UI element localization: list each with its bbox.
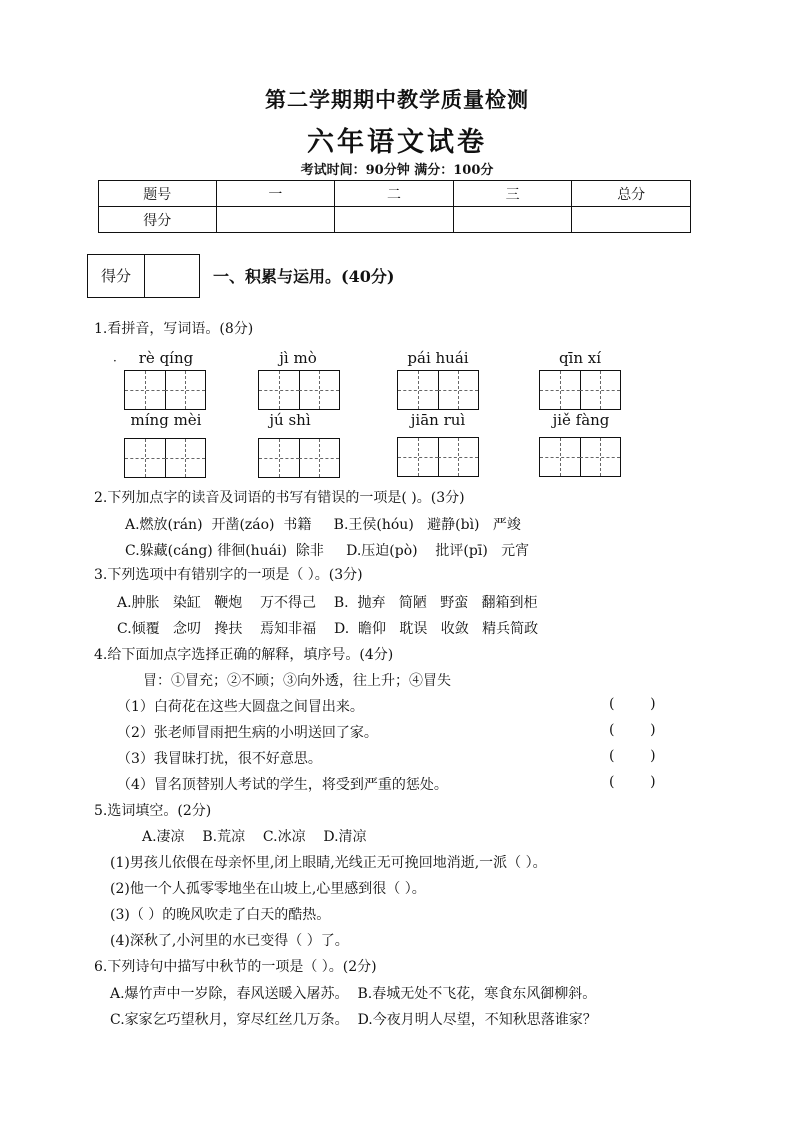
writing-grid[interactable] <box>397 370 479 410</box>
answer-blank[interactable]: ( ) <box>609 696 656 712</box>
question-4-stem: 4.给下面加点字选择正确的解释，填序号。(4分) <box>94 647 394 663</box>
exam-info: 考试时间：90分钟 满分：100分 <box>300 163 494 178</box>
pinyin-label: rè qíng <box>138 349 194 367</box>
score-table <box>98 180 691 233</box>
score-table-head-cell: 二 <box>335 181 454 207</box>
writing-grid[interactable] <box>397 437 479 477</box>
writing-grid[interactable] <box>539 437 621 477</box>
score-table-header-row <box>99 181 691 207</box>
score-row-label: 得分 <box>99 207 217 233</box>
score-cell[interactable] <box>572 207 691 233</box>
question-5-item: (2)他一个人孤零零地坐在山坡上,心里感到很（ ）。 <box>110 881 426 897</box>
question-5-stem: 5.选词填空。(2分) <box>94 803 212 819</box>
question-2-options-cd: C.躲藏(cáng) 徘徊(huái) 除非 D.压迫(pò) 批评(pī) 元宵 <box>125 543 530 559</box>
section-score-label: 得分 <box>88 255 145 297</box>
score-table-head-cell: 一 <box>216 181 335 207</box>
question-5-item: (1)男孩儿依偎在母亲怀里,闭上眼睛,光线正无可挽回地消逝,一派（ ）。 <box>110 855 547 871</box>
score-cell[interactable] <box>453 207 572 233</box>
answer-blank[interactable]: ( ) <box>609 774 656 790</box>
pinyin-label: jì mò <box>279 349 317 367</box>
score-table-row <box>99 207 691 233</box>
writing-grid[interactable] <box>539 370 621 410</box>
pinyin-label: jiě fàng <box>552 411 610 429</box>
answer-blank[interactable]: ( ) <box>609 748 656 764</box>
question-5-item: (4)深秋了,小河里的水已变得（ ）了。 <box>110 933 349 949</box>
question-2-options-ab: A.燃放(rán) 开凿(záo) 书籍 B.王侯(hóu) 避静(bì) 严竣 <box>125 517 521 533</box>
question-2-stem: 2.下列加点字的读音及词语的书写有错误的一项是( )。(3分) <box>94 490 465 506</box>
paper-title: 六年语文试卷 <box>307 127 487 158</box>
section-title: 一、积累与运用。(40分) <box>213 267 395 286</box>
exam-header-title: 第二学期期中教学质量检测 <box>265 87 529 112</box>
question-4-meanings: 冒：①冒充；②不顾；③向外透，往上升；④冒失 <box>143 673 451 689</box>
section-score-box <box>87 254 200 298</box>
question-1-stem: 1.看拼音，写词语。(8分) <box>94 321 254 337</box>
question-6-options-ab: A.爆竹声中一岁除，春风送暖入屠苏。 B.春城无处不飞花，寒食东风御柳斜。 <box>110 986 597 1002</box>
question-6-options-cd: C.家家乞巧望秋月，穿尽红丝几万条。 D.今夜月明人尽望，不知秋思落谁家？ <box>110 1012 597 1028</box>
score-table-head-cell: 题号 <box>99 181 217 207</box>
question-4-item: （3）我冒昧打扰，很不好意思。 <box>117 751 322 767</box>
pinyin-label: míng mèi <box>130 411 202 429</box>
pinyin-label: jú shì <box>269 411 311 429</box>
question-3-stem: 3.下列选项中有错别字的一项是（ ）。(3分) <box>94 567 363 583</box>
pinyin-label: jiān ruì <box>410 411 466 429</box>
score-table-head-cell: 总分 <box>572 181 691 207</box>
score-cell[interactable] <box>335 207 454 233</box>
question-5-item: (3)（ ）的晚风吹走了白天的酷热。 <box>110 907 331 923</box>
question-4-item: （4）冒名顶替别人考试的学生，将受到严重的惩处。 <box>117 777 448 793</box>
section-score-field[interactable] <box>145 255 199 297</box>
bullet-dot: · <box>113 354 117 368</box>
answer-blank[interactable]: ( ) <box>609 722 656 738</box>
writing-grid[interactable] <box>258 370 340 410</box>
writing-grid[interactable] <box>124 370 206 410</box>
writing-grid[interactable] <box>124 438 206 478</box>
question-6-stem: 6.下列诗句中描写中秋节的一项是（ ）。(2分) <box>94 959 377 975</box>
score-table-head-cell: 三 <box>453 181 572 207</box>
question-4-item: （2）张老师冒雨把生病的小明送回了家。 <box>117 725 378 741</box>
score-cell[interactable] <box>216 207 335 233</box>
question-3-options-cd: C.倾覆 念叨 搀扶 焉知非福 D. 瞻仰 耽误 收敛 精兵简政 <box>117 621 539 637</box>
pinyin-label: qīn xí <box>558 349 602 367</box>
question-4-item: （1）白荷花在这些大圆盘之间冒出来。 <box>117 699 364 715</box>
writing-grid[interactable] <box>258 438 340 478</box>
pinyin-label: pái huái <box>407 349 469 367</box>
question-5-options: A.凄凉 B.荒凉 C.冰凉 D.清凉 <box>142 829 367 845</box>
question-3-options-ab: A.肿胀 染缸 鞭炮 万不得己 B. 抛弃 简陋 野蛮 翻箱到柜 <box>117 595 538 611</box>
